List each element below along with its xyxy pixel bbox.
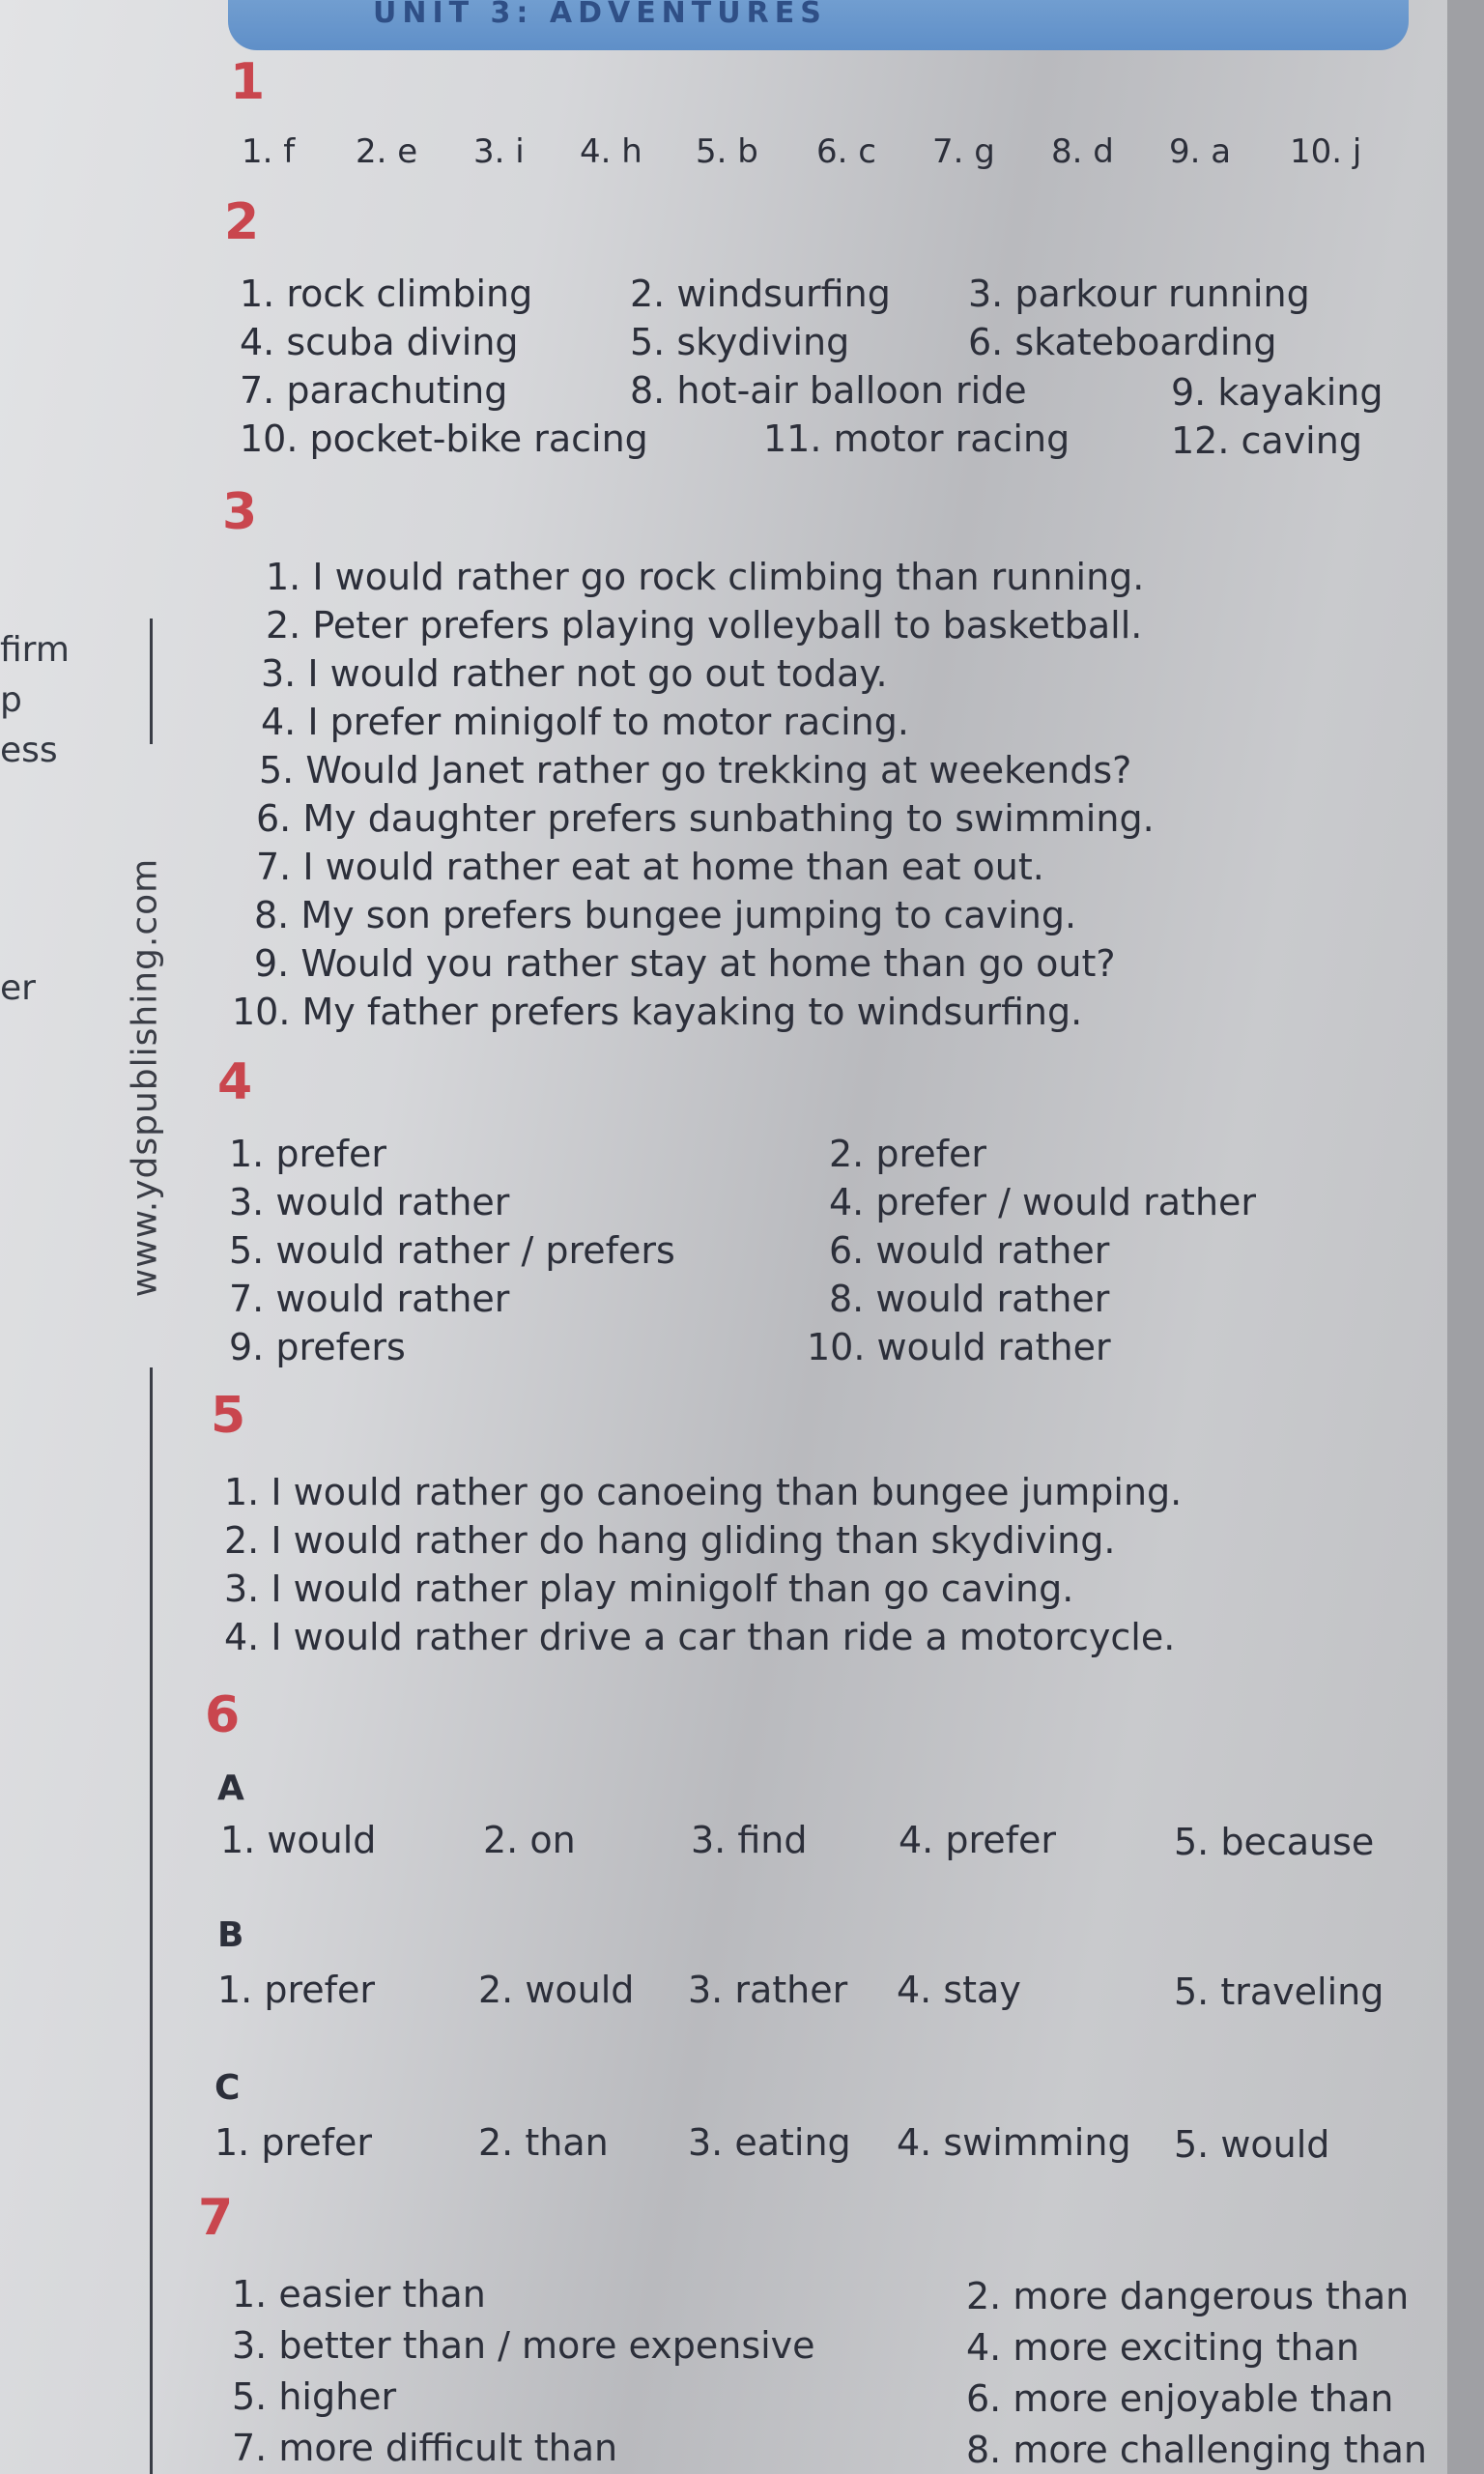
- answer-item: 1. I would rather go rock climbing than running.: [266, 556, 1145, 598]
- answer-item: 5. would rather / prefers: [229, 1229, 675, 1272]
- answer-item: 1. would: [220, 1819, 377, 1861]
- section-number: 6: [205, 1686, 241, 1744]
- answer-item: 7. parachuting: [240, 369, 508, 412]
- answer-item: 2. e: [356, 132, 418, 171]
- part-label: A: [217, 1769, 244, 1808]
- answer-item: 2. would: [478, 1969, 635, 2011]
- answer-item: 2. windsurfing: [630, 273, 891, 315]
- answer-item: 7. would rather: [229, 1278, 510, 1320]
- publisher-website: www.ydspublishing.com: [125, 857, 165, 1298]
- margin-cut-word: ess: [0, 731, 58, 770]
- answer-item: 1. f: [242, 132, 296, 171]
- margin-cut-word: er: [0, 968, 36, 1008]
- answer-item: 1. I would rather go canoeing than bungee jumping.: [224, 1471, 1183, 1513]
- answer-item: 2. I would rather do hang gliding than skydiving.: [224, 1519, 1116, 1562]
- answer-item: 3. would rather: [229, 1181, 510, 1223]
- answer-item: 1. easier than: [232, 2273, 486, 2316]
- answer-item: 10. My father prefers kayaking to windsurfing.: [232, 991, 1083, 1033]
- answer-item: 8. more challenging than: [966, 2429, 1428, 2471]
- answer-item: 5. Would Janet rather go trekking at weekends?: [259, 749, 1132, 791]
- answer-item: 4. scuba diving: [240, 321, 519, 363]
- answer-item: 3. rather: [688, 1969, 848, 2011]
- answer-item: 3. i: [473, 132, 525, 171]
- answer-item: 6. c: [816, 132, 876, 171]
- section-number: 5: [211, 1387, 246, 1445]
- answer-item: 8. would rather: [829, 1278, 1110, 1320]
- answer-item: 3. find: [691, 1819, 808, 1861]
- margin-divider: [150, 618, 153, 744]
- part-label: C: [214, 2068, 241, 2108]
- answer-item: 4. h: [580, 132, 642, 171]
- answer-item: 4. I prefer minigolf to motor racing.: [261, 701, 909, 743]
- answer-item: 10. would rather: [807, 1326, 1111, 1368]
- margin-divider: [150, 1367, 153, 2474]
- unit-title-banner: [228, 0, 1409, 50]
- unit-title: UNIT 3: ADVENTURES: [373, 0, 827, 30]
- answer-item: 2. than: [478, 2121, 609, 2164]
- answer-item: 5. skydiving: [630, 321, 850, 363]
- answer-item: 8. hot-air balloon ride: [630, 369, 1027, 412]
- answer-item: 2. more dangerous than: [966, 2275, 1410, 2317]
- answer-item: 6. would rather: [829, 1229, 1110, 1272]
- answer-item: 3. eating: [688, 2121, 851, 2164]
- answer-item: 4. more exciting than: [966, 2326, 1359, 2369]
- section-number: 1: [230, 53, 266, 111]
- answer-item: 12. caving: [1171, 419, 1362, 462]
- answer-item: 9. Would you rather stay at home than go out?: [254, 942, 1116, 985]
- answer-item: 5. higher: [232, 2375, 397, 2418]
- part-label: B: [217, 1915, 244, 1955]
- section-number: 4: [217, 1053, 253, 1111]
- answer-item: 5. traveling: [1174, 1971, 1384, 2013]
- answer-item: 10. pocket-bike racing: [240, 417, 648, 460]
- section-number: 7: [198, 2189, 234, 2247]
- answer-item: 1. prefer: [217, 1969, 376, 2011]
- answer-item: 5. b: [696, 132, 758, 171]
- answer-item: 9. prefers: [229, 1326, 406, 1368]
- answer-item: 8. d: [1051, 132, 1114, 171]
- answer-item: 1. prefer: [229, 1133, 387, 1175]
- answer-item: 8. My son prefers bungee jumping to caving.: [254, 894, 1077, 936]
- margin-cut-word: firm: [0, 630, 70, 670]
- answer-item: 2. on: [483, 1819, 576, 1861]
- answer-item: 5. because: [1174, 1821, 1375, 1863]
- answer-item: 7. more difficult than: [232, 2427, 618, 2469]
- answer-item: 2. prefer: [829, 1133, 987, 1175]
- answer-item: 3. parkour running: [968, 273, 1310, 315]
- answer-item: 4. stay: [897, 1969, 1021, 2011]
- page-edge: [1447, 0, 1484, 2474]
- answer-item: 7. I would rather eat at home than eat out.: [256, 846, 1044, 888]
- margin-cut-word: p: [0, 680, 22, 720]
- answer-item: 10. j: [1290, 132, 1362, 171]
- answer-item: 6. more enjoyable than: [966, 2377, 1394, 2420]
- answer-item: 11. motor racing: [763, 417, 1070, 460]
- answer-item: 1. prefer: [214, 2121, 373, 2164]
- answer-item: 3. better than / more expensive: [232, 2324, 815, 2367]
- answer-item: 9. a: [1169, 132, 1232, 171]
- answer-item: 9. kayaking: [1171, 371, 1384, 414]
- section-number: 3: [222, 483, 258, 541]
- answer-item: 5. would: [1174, 2123, 1330, 2166]
- answer-item: 1. rock climbing: [240, 273, 533, 315]
- answer-item: 4. prefer: [899, 1819, 1057, 1861]
- answer-item: 6. skateboarding: [968, 321, 1277, 363]
- answer-item: 2. Peter prefers playing volleyball to basketball.: [266, 604, 1143, 647]
- answer-item: 7. g: [932, 132, 995, 171]
- answer-item: 3. I would rather play minigolf than go caving.: [224, 1568, 1074, 1610]
- answer-item: 4. swimming: [897, 2121, 1131, 2164]
- answer-item: 6. My daughter prefers sunbathing to swimming.: [256, 797, 1155, 840]
- section-number: 2: [224, 193, 260, 251]
- answer-item: 4. prefer / would rather: [829, 1181, 1257, 1223]
- answer-item: 3. I would rather not go out today.: [261, 652, 888, 695]
- answer-item: 4. I would rather drive a car than ride a motorcycle.: [224, 1616, 1176, 1658]
